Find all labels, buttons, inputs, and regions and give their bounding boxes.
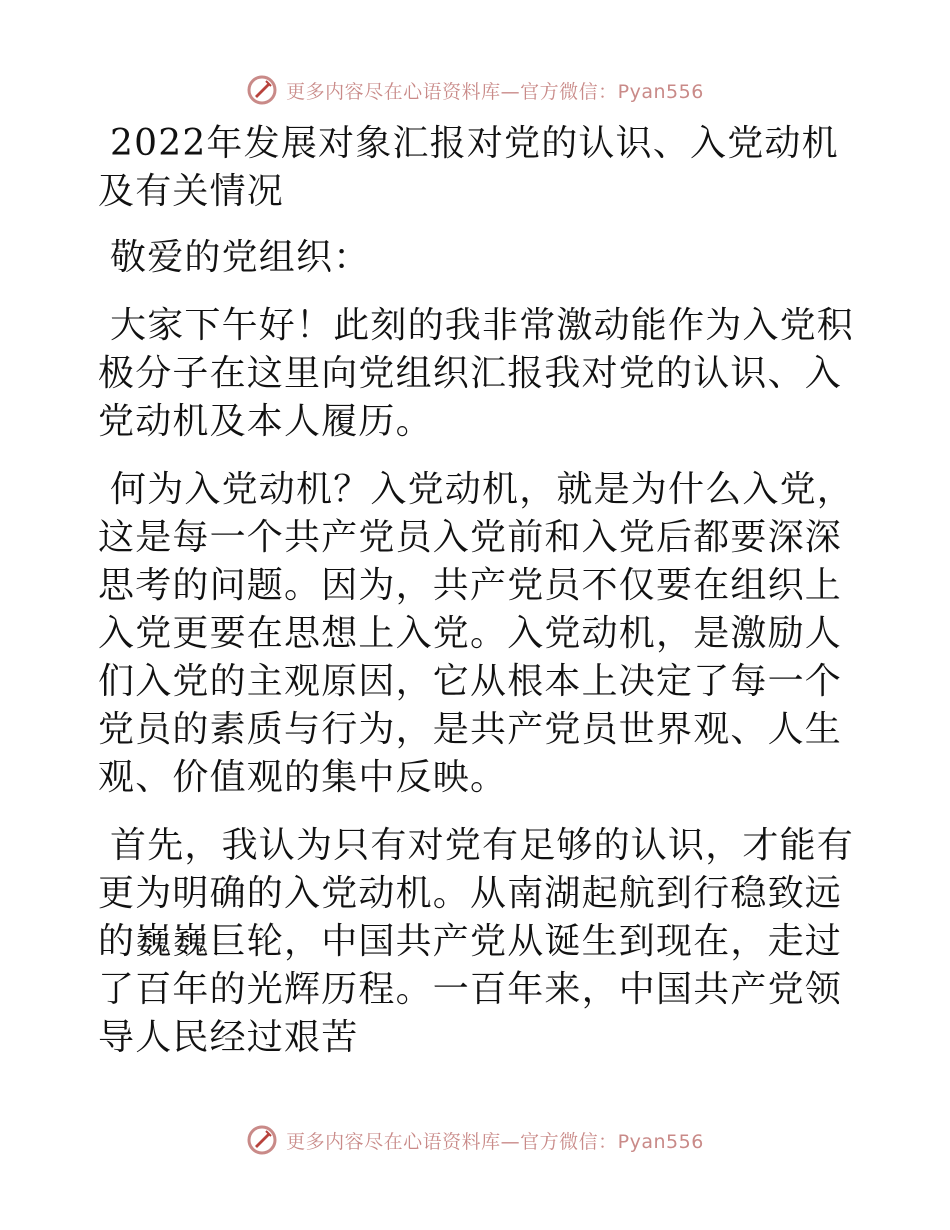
quill-logo-icon — [246, 1124, 278, 1156]
quill-logo-icon — [246, 74, 278, 106]
watermark-text: 更多内容尽在心语资料库—官方微信：Pyan556 — [286, 80, 704, 103]
header-watermark — [0, 74, 950, 106]
footer-watermark — [0, 1124, 950, 1156]
paragraph-2: 何为入党动机？入党动机，就是为什么入党，这是每一个共产党员入党前和入党后都要深深思考的问题。因为，共产党员不仅要在组织上入党更要在思想上入党。入党动机，是激励人们入党的主观原因，它从根本上决定了每一个党员的素质与行为，是共产党员世界观、人生观、价值观的集中反映。 — [98, 469, 855, 798]
paragraph-3: 首先，我认为只有对党有足够的认识，才能有更为明确的入党动机。从南湖起航到行稳致远的巍巍巨轮，中国共产党从诞生到现在，走过了百年的光辉历程。一百年来，中国共产党领导人民经过艰苦 — [98, 825, 855, 1058]
watermark-text: 更多内容尽在心语资料库—官方微信：Pyan556 — [286, 1130, 704, 1153]
document-title: 2022年发展对象汇报对党的认识、入党动机及有关情况 — [98, 123, 839, 212]
salutation: 敬爱的党组织： — [110, 237, 371, 278]
document-body — [98, 120, 858, 1082]
paragraph-1: 大家下午好！此刻的我非常激动能作为入党积极分子在这里向党组织汇报我对党的认识、入党动机及本人履历。 — [98, 305, 855, 442]
